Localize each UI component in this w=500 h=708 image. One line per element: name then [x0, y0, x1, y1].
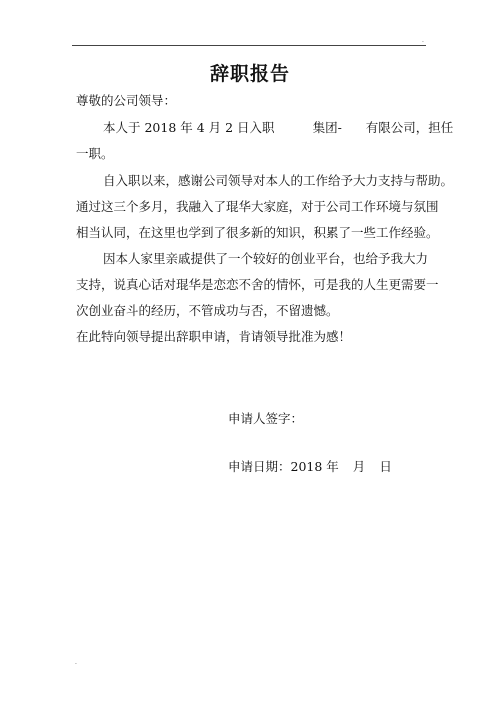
paragraph2-line-2: 通过这三个多月，我融入了琨华大家庭，对于公司工作环境与氛围 [76, 199, 439, 214]
paragraph3-line-1: 因本人家里亲戚提供了一个较好的创业平台，也给予我大力 [103, 251, 429, 266]
paragraph2-line-1: 自入职以来，感谢公司领导对本人的工作给予大力支持与帮助。 [103, 173, 454, 188]
intro-line-1 [103, 119, 453, 137]
paragraph3-line-3: 次创业奋斗的经历，不管成功与否，不留遗憾。 [76, 303, 339, 318]
signature-label: 申请人签字： [228, 411, 304, 426]
date-day: 日 [379, 459, 392, 474]
application-date [228, 458, 392, 476]
closing-sentence: 在此特向领导提出辞职申请，肯请领导批准为感！ [76, 329, 352, 344]
date-label: 申请日期：2018 年 [228, 459, 339, 474]
intro-company-suffix: 有限公司，担任 [365, 120, 454, 135]
header-dot: . [422, 37, 424, 44]
intro-line-2: 一职。 [76, 146, 114, 161]
paragraph2-line-3: 相当认同，在这里也学到了很多新的知识，积累了一些工作经验。 [76, 225, 439, 240]
salutation: 尊敬的公司领导： [76, 93, 177, 108]
paragraph3-line-2: 支持，说真心话对琨华是恋恋不舍的情怀，可是我的人生更需要一 [76, 277, 439, 292]
intro-company-prefix: 集团- [312, 120, 342, 135]
intro-date-text: 本人于 2018 年 4 月 2 日入职 [103, 120, 275, 135]
header-rule [72, 45, 426, 46]
date-month: 月 [352, 459, 366, 474]
document-title: 辞职报告 [209, 63, 290, 85]
footer-dot: . [75, 659, 77, 666]
